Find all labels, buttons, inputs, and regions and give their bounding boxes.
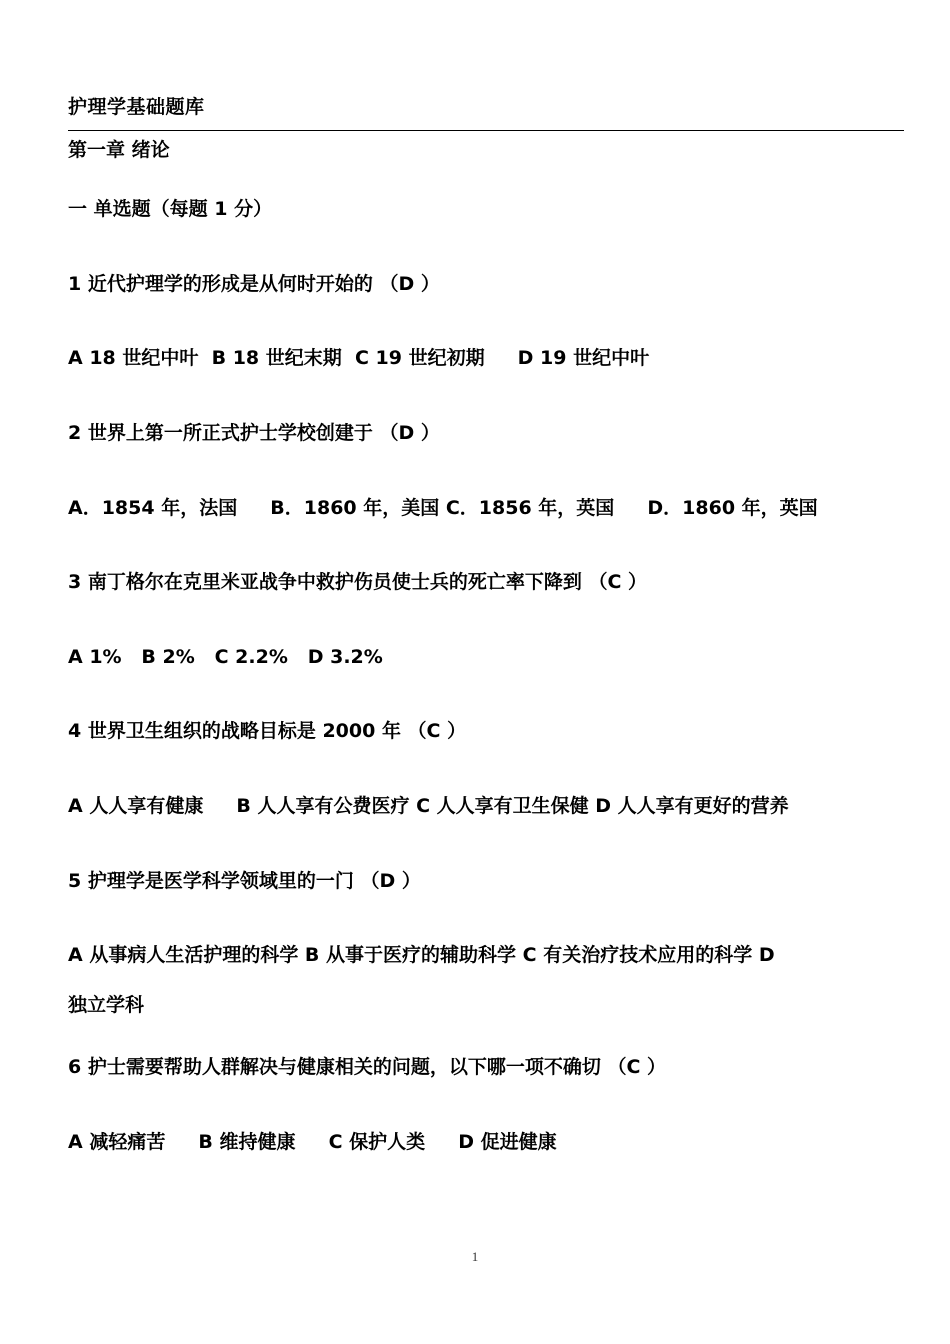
question-stem: 2 世界上第一所正式护士学校创建于 （D ） bbox=[68, 422, 440, 444]
question-stem: 5 护理学是医学科学领域里的一门 （D ） bbox=[68, 870, 421, 892]
page-number: 1 bbox=[471, 1249, 479, 1264]
question-stem: 6 护士需要帮助人群解决与健康相关的问题，以下哪一项不确切 （C ） bbox=[68, 1056, 667, 1078]
chapter-title: 第一章 绪论 bbox=[68, 139, 170, 161]
question-options: A 减轻痛苦 B 维持健康 C 保护人类 D 促进健康 bbox=[68, 1131, 557, 1153]
question-options: A 从事病人生活护理的科学 B 从事于医疗的辅助科学 C 有关治疗技术应用的科学 D bbox=[68, 944, 775, 966]
question-options: A 1% B 2% C 2.2% D 3.2% bbox=[68, 646, 383, 668]
question-options: A 人人享有健康 B 人人享有公费医疗 C 人人享有卫生保健 D 人人享有更好的营养 bbox=[68, 795, 789, 817]
header-divider bbox=[68, 130, 904, 131]
section-title: 一 单选题（每题 1 分） bbox=[68, 198, 273, 220]
question-stem: 3 南丁格尔在克里米亚战争中救护伤员使士兵的死亡率下降到 （C ） bbox=[68, 571, 648, 593]
question-stem: 1 近代护理学的形成是从何时开始的 （D ） bbox=[68, 273, 440, 295]
document-header: 护理学基础题库 bbox=[68, 96, 205, 118]
question-options: A．1854 年，法国 B．1860 年，美国 C．1856 年，英国 D．1860 年，英国 bbox=[68, 497, 818, 519]
question-options: A 18 世纪中叶 B 18 世纪末期 C 19 世纪初期 D 19 世纪中叶 bbox=[68, 347, 650, 369]
question-options-continued: 独立学科 bbox=[68, 994, 145, 1016]
question-stem: 4 世界卫生组织的战略目标是 2000 年 （C ） bbox=[68, 720, 467, 742]
